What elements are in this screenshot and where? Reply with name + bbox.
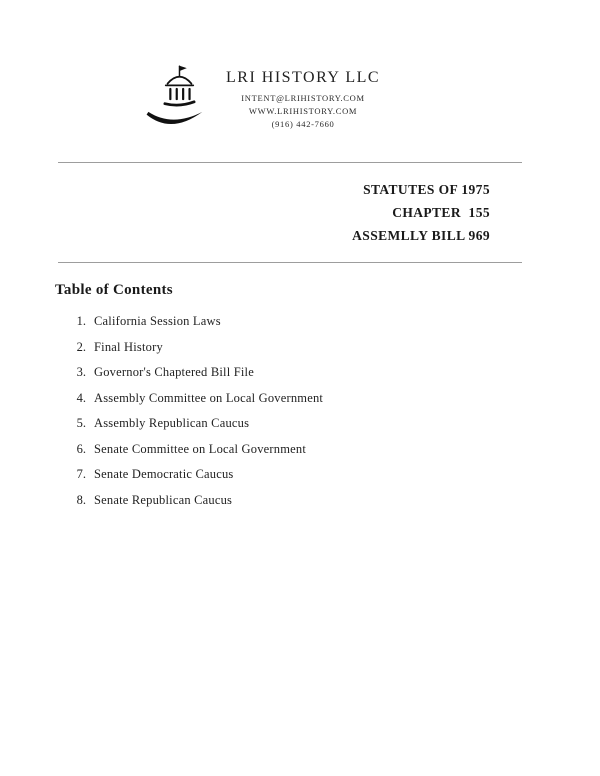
toc-item xyxy=(70,365,600,391)
toc-item xyxy=(70,314,600,340)
toc-item-number: 1. xyxy=(76,314,86,328)
company-website: WWW.LRIHISTORY.COM xyxy=(248,106,358,116)
toc-item xyxy=(70,340,600,366)
company-name: LRI HISTORY LLC xyxy=(226,69,381,86)
toc-item-label: Governor's Chaptered Bill File xyxy=(94,365,254,379)
statutes-line: STATUTES OF 1975 xyxy=(363,182,490,197)
toc-item-number: 8. xyxy=(76,492,86,507)
toc-item-number: 2. xyxy=(76,339,86,354)
toc-item xyxy=(70,416,600,442)
toc-item-label: Senate Republican Caucus xyxy=(94,492,233,507)
toc-item xyxy=(70,442,600,468)
bill-line: ASSEMLLY BILL 969 xyxy=(352,228,490,243)
divider-top xyxy=(58,162,522,163)
chapter-line: CHAPTER 155 xyxy=(392,205,490,220)
toc-item-label: California Session Laws xyxy=(94,314,221,328)
toc-item-number: 7. xyxy=(76,467,86,481)
toc-item xyxy=(70,493,600,519)
toc-item-number: 3. xyxy=(76,365,86,379)
toc-item-number: 6. xyxy=(76,441,86,456)
divider-bottom xyxy=(58,262,522,263)
capitol-dome-icon xyxy=(142,60,206,140)
toc-item-label: Assembly Committee on Local Government xyxy=(94,390,324,405)
statute-reference xyxy=(0,178,600,247)
toc-item-label: Senate Democratic Caucus xyxy=(94,467,234,481)
toc-list xyxy=(70,314,600,518)
toc-item-label: Senate Committee on Local Government xyxy=(94,441,307,456)
toc-item xyxy=(70,391,600,417)
toc-item xyxy=(70,467,600,493)
toc-title: Table of Contents xyxy=(55,282,173,298)
company-email: INTENT@LRIHISTORY.COM xyxy=(241,93,365,103)
toc-item-number: 4. xyxy=(76,390,86,405)
company-phone: (916) 442-7660 xyxy=(271,119,335,129)
toc-item-label: Final History xyxy=(94,339,163,354)
letterhead xyxy=(142,0,600,140)
contact-block xyxy=(226,69,380,131)
toc-item-number: 5. xyxy=(76,416,86,430)
toc-item-label: Assembly Republican Caucus xyxy=(94,416,250,430)
